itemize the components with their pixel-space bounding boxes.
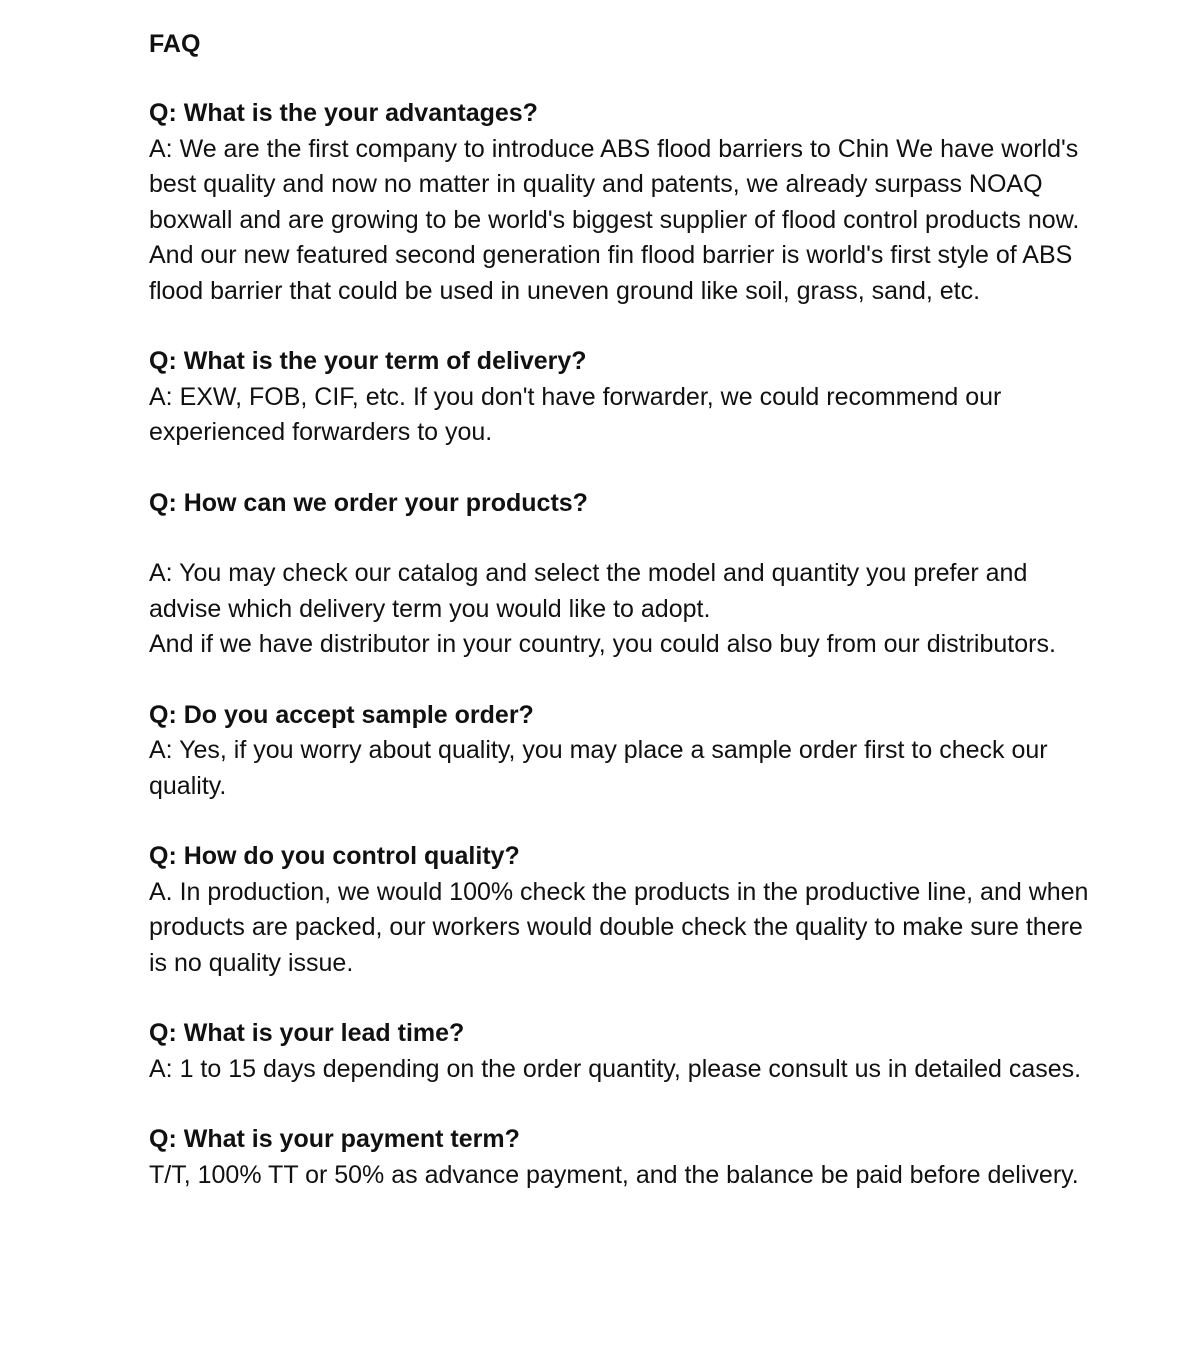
- faq-answer: A: We are the first company to introduce ABS flood barriers to Chin We have world's best quality and now no matter in quality and patents, we already surpass NOAQ boxwall and are growing to be world's biggest supplier of flood control products now. And our new featured second generation fin flood barrier is world's first style of ABS flood barrier that could be used in uneven ground like soil, grass, sand, etc.: [149, 134, 1080, 305]
- faq-question: Q: What is your payment term?: [149, 1125, 520, 1153]
- faq-question: Q: What is the your advantages?: [149, 99, 538, 127]
- faq-answer-extra: And if we have distributor in your country, you could also buy from our distributors.: [149, 630, 1056, 658]
- faq-item-delivery: [149, 344, 1094, 451]
- faq-answer: T/T, 100% TT or 50% as advance payment, and the balance be paid before delivery.: [149, 1160, 1079, 1189]
- faq-question: Q: How can we order your products?: [149, 488, 588, 517]
- faq-item-lead-time: [149, 1016, 1094, 1087]
- faq-answer: A: EXW, FOB, CIF, etc. If you don't have forwarder, we could recommend our experienced forwarders to you.: [149, 382, 1002, 446]
- faq-answer: A. In production, we would 100% check the products in the productive line, and when products are packed, our workers would double check the quality to make sure there is no quality issue.: [149, 877, 1089, 977]
- faq-question: Q: What is the your term of delivery?: [149, 347, 587, 375]
- faq-item-sample-order: [149, 698, 1094, 805]
- faq-item-quality-control: [149, 839, 1094, 981]
- faq-question: Q: How do you control quality?: [149, 842, 520, 870]
- faq-question: Q: What is your lead time?: [149, 1019, 465, 1047]
- faq-item-ordering: [149, 486, 1094, 663]
- faq-answer: A: 1 to 15 days depending on the order quantity, please consult us in detailed cases.: [149, 1054, 1082, 1083]
- faq-answer: A: Yes, if you worry about quality, you may place a sample order first to check our quality.: [149, 736, 1048, 800]
- faq-answer: A: You may check our catalog and select the model and quantity you prefer and advise which delivery term you would like to adopt.: [149, 559, 1028, 623]
- faq-question: Q: Do you accept sample order?: [149, 700, 534, 729]
- faq-title: FAQ: [149, 30, 201, 58]
- faq-document: [149, 26, 1094, 1193]
- faq-item-payment-term: [149, 1122, 1094, 1193]
- faq-item-advantages: [149, 96, 1094, 309]
